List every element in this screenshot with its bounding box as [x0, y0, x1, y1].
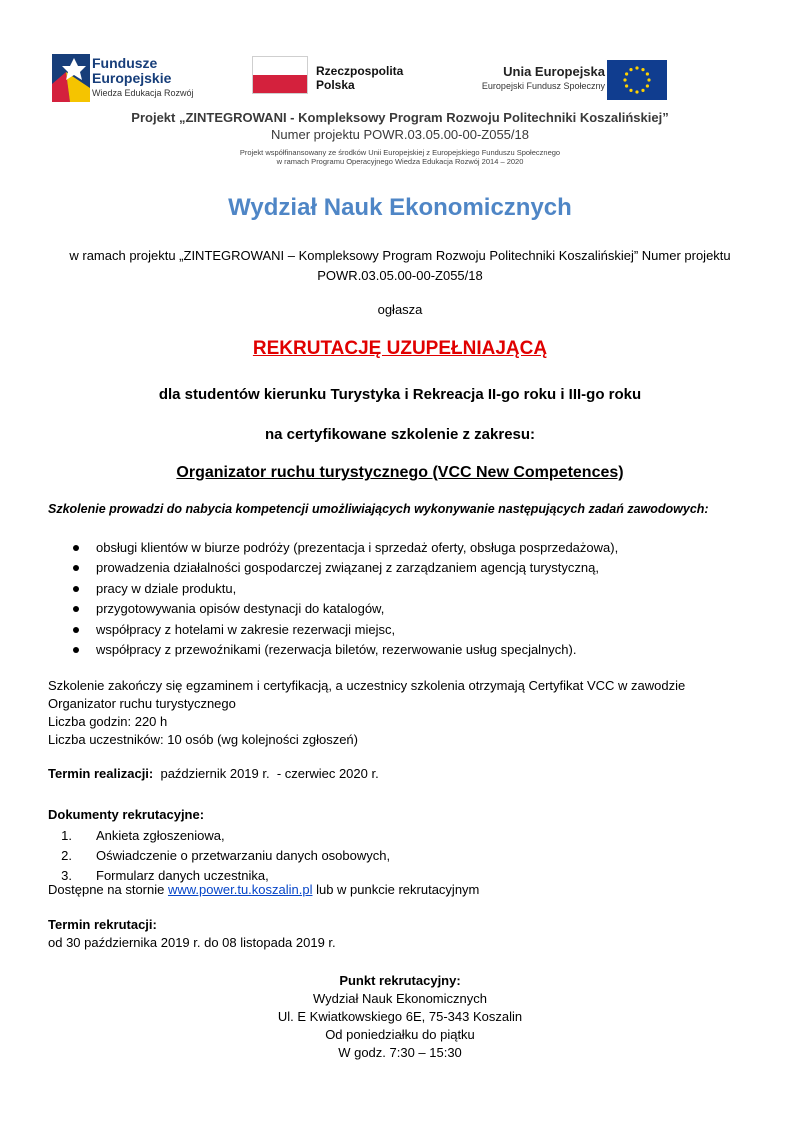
eu-flag-icon [607, 60, 667, 100]
fe-logo-line3: Wiedza Edukacja Rozwój [92, 88, 194, 98]
course-name: Organizator ruchu turystycznego (VCC New Competences) [176, 464, 624, 481]
list-item: pracy w dziale produktu, [48, 579, 618, 599]
certification-line: na certyfikowane szkolenie z zakresu: [264, 426, 536, 443]
ue-logo-line2: Europejski Fundusz Społeczny [481, 81, 605, 91]
list-item [48, 846, 390, 866]
list-item [48, 826, 390, 846]
availability-suffix: lub w punkcie rekrutacyjnym [312, 882, 480, 897]
eu-star-icon [635, 66, 638, 69]
fe-logo-line1: Fundusze [92, 55, 158, 71]
eu-star-icon [641, 68, 644, 71]
eu-star-icon [629, 89, 632, 92]
eu-star-icon [635, 90, 638, 93]
eu-star-icon [646, 72, 649, 75]
availability-info [48, 881, 752, 899]
project-number: Numer projektu POWR.03.05.00-00-Z055/18 [271, 127, 529, 142]
pl-logo-line2: Polska [316, 78, 355, 92]
unia-europejska-logo [477, 54, 667, 106]
term-value: październik 2019 r. - czerwiec 2020 r. [153, 766, 379, 781]
logo-bar [52, 50, 662, 108]
project-title: Projekt „ZINTEGROWANI - Kompleksowy Program Rozwoju Politechniki Koszalińskiej” [131, 110, 669, 125]
hours-info: Liczba godzin: 220 h [48, 714, 168, 729]
tasks-lead: Szkolenie prowadzi do nabycia kompetencji umożliwiających wykonywanie następujących zadań zawodowych: [48, 502, 709, 516]
recruitment-point-line: Od poniedziałku do piątku [325, 1027, 475, 1042]
list-number: 3. [61, 868, 72, 883]
list-item: współpracy z hotelami w zakresie rezerwacji miejsc, [48, 620, 618, 640]
eu-star-icon [629, 68, 632, 71]
recruitment-point-line: Wydział Nauk Ekonomicznych [312, 991, 487, 1006]
eu-star-icon [641, 89, 644, 92]
recruitment-term-heading: Termin rekrutacji: [48, 917, 157, 932]
recruitment-point [0, 972, 800, 1062]
pl-logo-line1: Rzeczpospolita [316, 64, 404, 78]
intro-text: w ramach projektu „ZINTEGROWANI – Kompleksowy Program Rozwoju Politechniki Koszalińskiej” Numer projektu POWR.03.05.00-00-Z055/18 [69, 248, 731, 283]
target-group: dla studentów kierunku Turystyka i Rekreacja II-go roku i III-go roku [158, 386, 642, 403]
polish-flag-icon [252, 56, 308, 94]
availability-prefix: Dostępne na stornie [48, 882, 168, 897]
faculty-title: Wydział Nauk Ekonomicznych [228, 194, 572, 221]
list-text: Oświadczenie o przetwarzaniu danych osobowych, [96, 848, 391, 863]
website-link[interactable]: www.power.tu.koszalin.pl [167, 882, 313, 897]
documents-list [48, 826, 390, 886]
fundusze-europejskie-logo [52, 54, 242, 104]
eu-star-icon [625, 84, 628, 87]
eu-star-icon [647, 78, 650, 81]
recruitment-point-line: Ul. E Kwiatkowskiego 6E, 75-343 Koszalin [277, 1009, 523, 1024]
fe-logo-line2: Europejskie [92, 70, 172, 86]
eu-star-icon [625, 72, 628, 75]
list-number: 2. [61, 848, 72, 863]
cofinancing-line1: Projekt współfinansowany ze środków Unii Europejskiej z Europejskiego Funduszu Społecznego [239, 148, 561, 157]
term-label: Termin realizacji: [48, 766, 154, 781]
list-item: współpracy z przewoźnikami (rezerwacja biletów, rezerwowanie usług specjalnych). [48, 640, 618, 660]
announces-text: ogłasza [377, 302, 423, 317]
recruitment-point-heading: Punkt rekrutacyjny: [339, 973, 461, 988]
cofinancing-line2: w ramach Programu Operacyjnego Wiedza Edukacja Rozwój 2014 – 2020 [276, 157, 524, 166]
rzeczpospolita-polska-logo [252, 56, 422, 102]
task-list [48, 538, 618, 660]
list-text: Formularz danych uczestnika, [96, 868, 269, 883]
fundusze-europejskie-mark-icon [52, 54, 90, 102]
cofinancing-note [0, 148, 800, 166]
recruitment-dates: od 30 października 2019 r. do 08 listopada 2019 r. [48, 935, 336, 950]
recruitment-headline: REKRUTACJĘ UZUPEŁNIAJĄCĄ [252, 338, 548, 359]
eu-star-icon [646, 84, 649, 87]
exam-info: Szkolenie zakończy się egzaminem i certyfikacją, a uczestnicy szkolenia otrzymają Certyfikat VCC w zawodzie Organizator ruchu turystycznego [48, 678, 686, 711]
recruitment-point-line: W godz. 7:30 – 15:30 [338, 1045, 462, 1060]
documents-heading: Dokumenty rekrutacyjne: [48, 807, 205, 822]
list-number: 1. [61, 828, 72, 843]
list-text: Ankieta zgłoszeniowa, [96, 828, 225, 843]
list-item: obsługi klientów w biurze podróży (prezentacja i sprzedaż oferty, obsługa posprzedażowa), [48, 538, 618, 558]
participants-info: Liczba uczestników: 10 osób (wg kolejności zgłoszeń) [48, 732, 358, 747]
term-info [48, 765, 752, 783]
list-item: przygotowywania opisów destynacji do katalogów, [48, 599, 618, 619]
ue-logo-line1: Unia Europejska [503, 64, 605, 79]
eu-star-icon [623, 78, 626, 81]
list-item: prowadzenia działalności gospodarczej związanej z zarządzaniem agencją turystyczną, [48, 558, 618, 578]
